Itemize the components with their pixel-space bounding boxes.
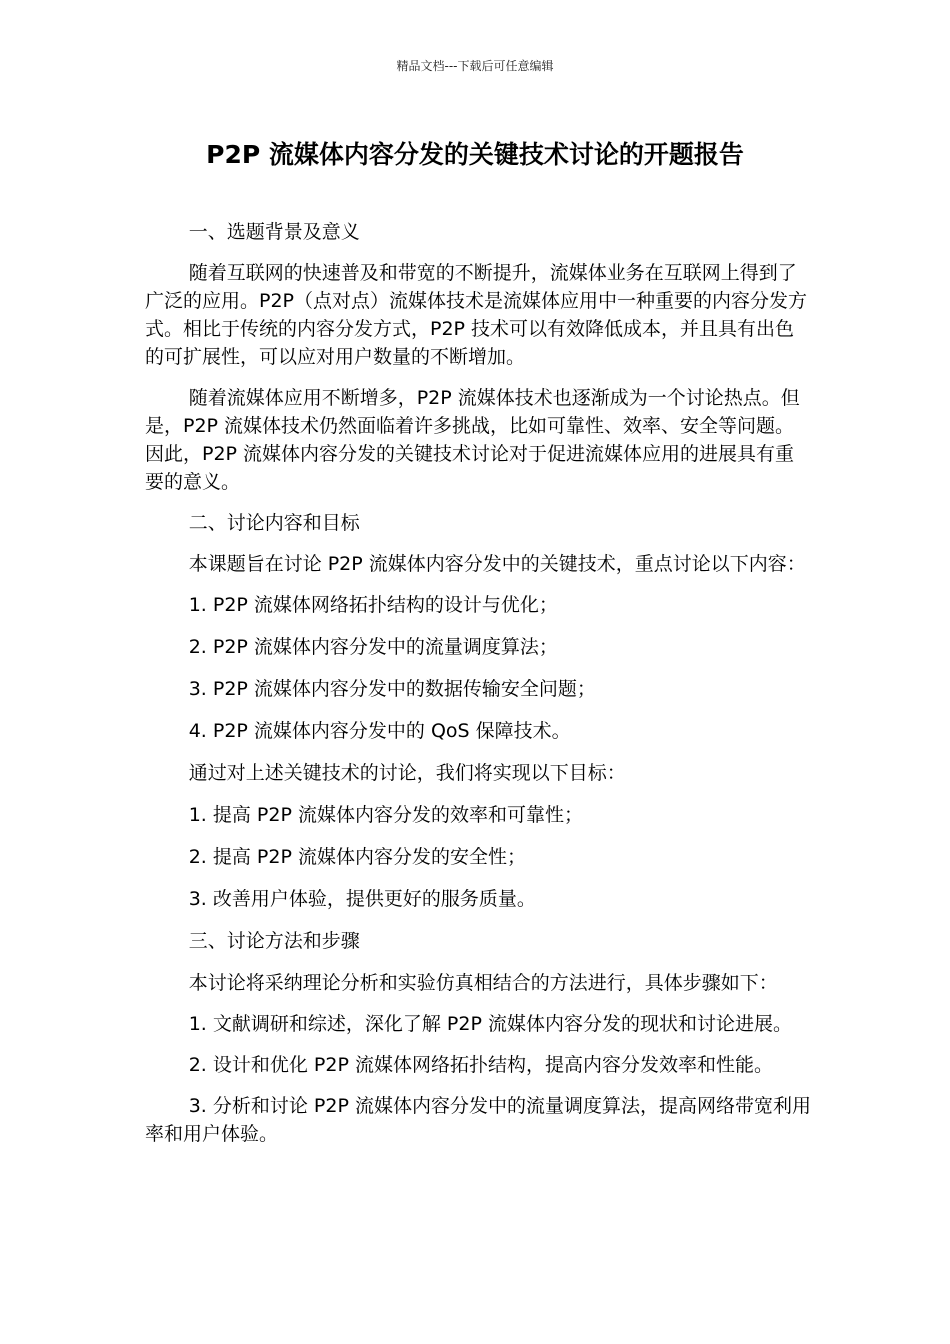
list-item-content-4: 4. P2P 流媒体内容分发中的 QoS 保障技术。 (188, 720, 571, 742)
paragraph-background-2: 随着流媒体应用不断增多，P2P 流媒体技术也逐渐成为一个讨论热点。但是，P2P 流媒体技术仍然面临着许多挑战，比如可靠性、效率、安全等问题。因此，P2P 流媒体内容分发的关键技术讨论对于促进流媒体应用的进展具有重要的意义。 (145, 387, 800, 493)
list-item-goal-1: 1. 提高 P2P 流媒体内容分发的效率和可靠性； (188, 804, 583, 826)
document-title: P2P 流媒体内容分发的关键技术讨论的开题报告 (206, 140, 744, 169)
paragraph-methods-intro: 本讨论将采纳理论分析和实验仿真相结合的方法进行，具体步骤如下： (188, 972, 778, 994)
list-item-goal-2: 2. 提高 P2P 流媒体内容分发的安全性； (188, 846, 526, 868)
section-heading-content-goals: 二、讨论内容和目标 (188, 512, 360, 534)
paragraph-goals-intro: 通过对上述关键技术的讨论，我们将实现以下目标： (188, 762, 626, 784)
list-item-content-2: 2. P2P 流媒体内容分发中的流量调度算法； (188, 636, 558, 658)
list-item-step-1: 1. 文献调研和综述，深化了解 P2P 流媒体内容分发的现状和讨论进展。 (188, 1013, 792, 1035)
paragraph-content-intro: 本课题旨在讨论 P2P 流媒体内容分发中的关键技术，重点讨论以下内容： (188, 553, 806, 575)
list-item-content-1: 1. P2P 流媒体网络拓扑结构的设计与优化； (188, 594, 558, 616)
list-item-content-3: 3. P2P 流媒体内容分发中的数据传输安全问题； (188, 678, 596, 700)
section-heading-methods: 三、讨论方法和步骤 (188, 930, 360, 952)
paragraph-background-1: 随着互联网的快速普及和带宽的不断提升，流媒体业务在互联网上得到了广泛的应用。P2P（点对点）流媒体技术是流媒体应用中一种重要的内容分发方式。相比于传统的内容分发方式，P2P 技术可以有效降低成本，并且具有出色的可扩展性，可以应对用户数量的不断增加。 (145, 262, 808, 368)
list-item-step-2: 2. 设计和优化 P2P 流媒体网络拓扑结构，提高内容分发效率和性能。 (188, 1054, 773, 1076)
document-body (145, 218, 813, 1161)
list-item-goal-3: 3. 改善用户体验，提供更好的服务质量。 (188, 888, 536, 910)
section-heading-background: 一、选题背景及意义 (188, 221, 360, 243)
header-note: 精品文档---下载后可任意编辑 (396, 59, 554, 73)
list-item-step-3: 3. 分析和讨论 P2P 流媒体内容分发中的流量调度算法，提高网络带宽利用率和用户体验。 (145, 1095, 811, 1145)
